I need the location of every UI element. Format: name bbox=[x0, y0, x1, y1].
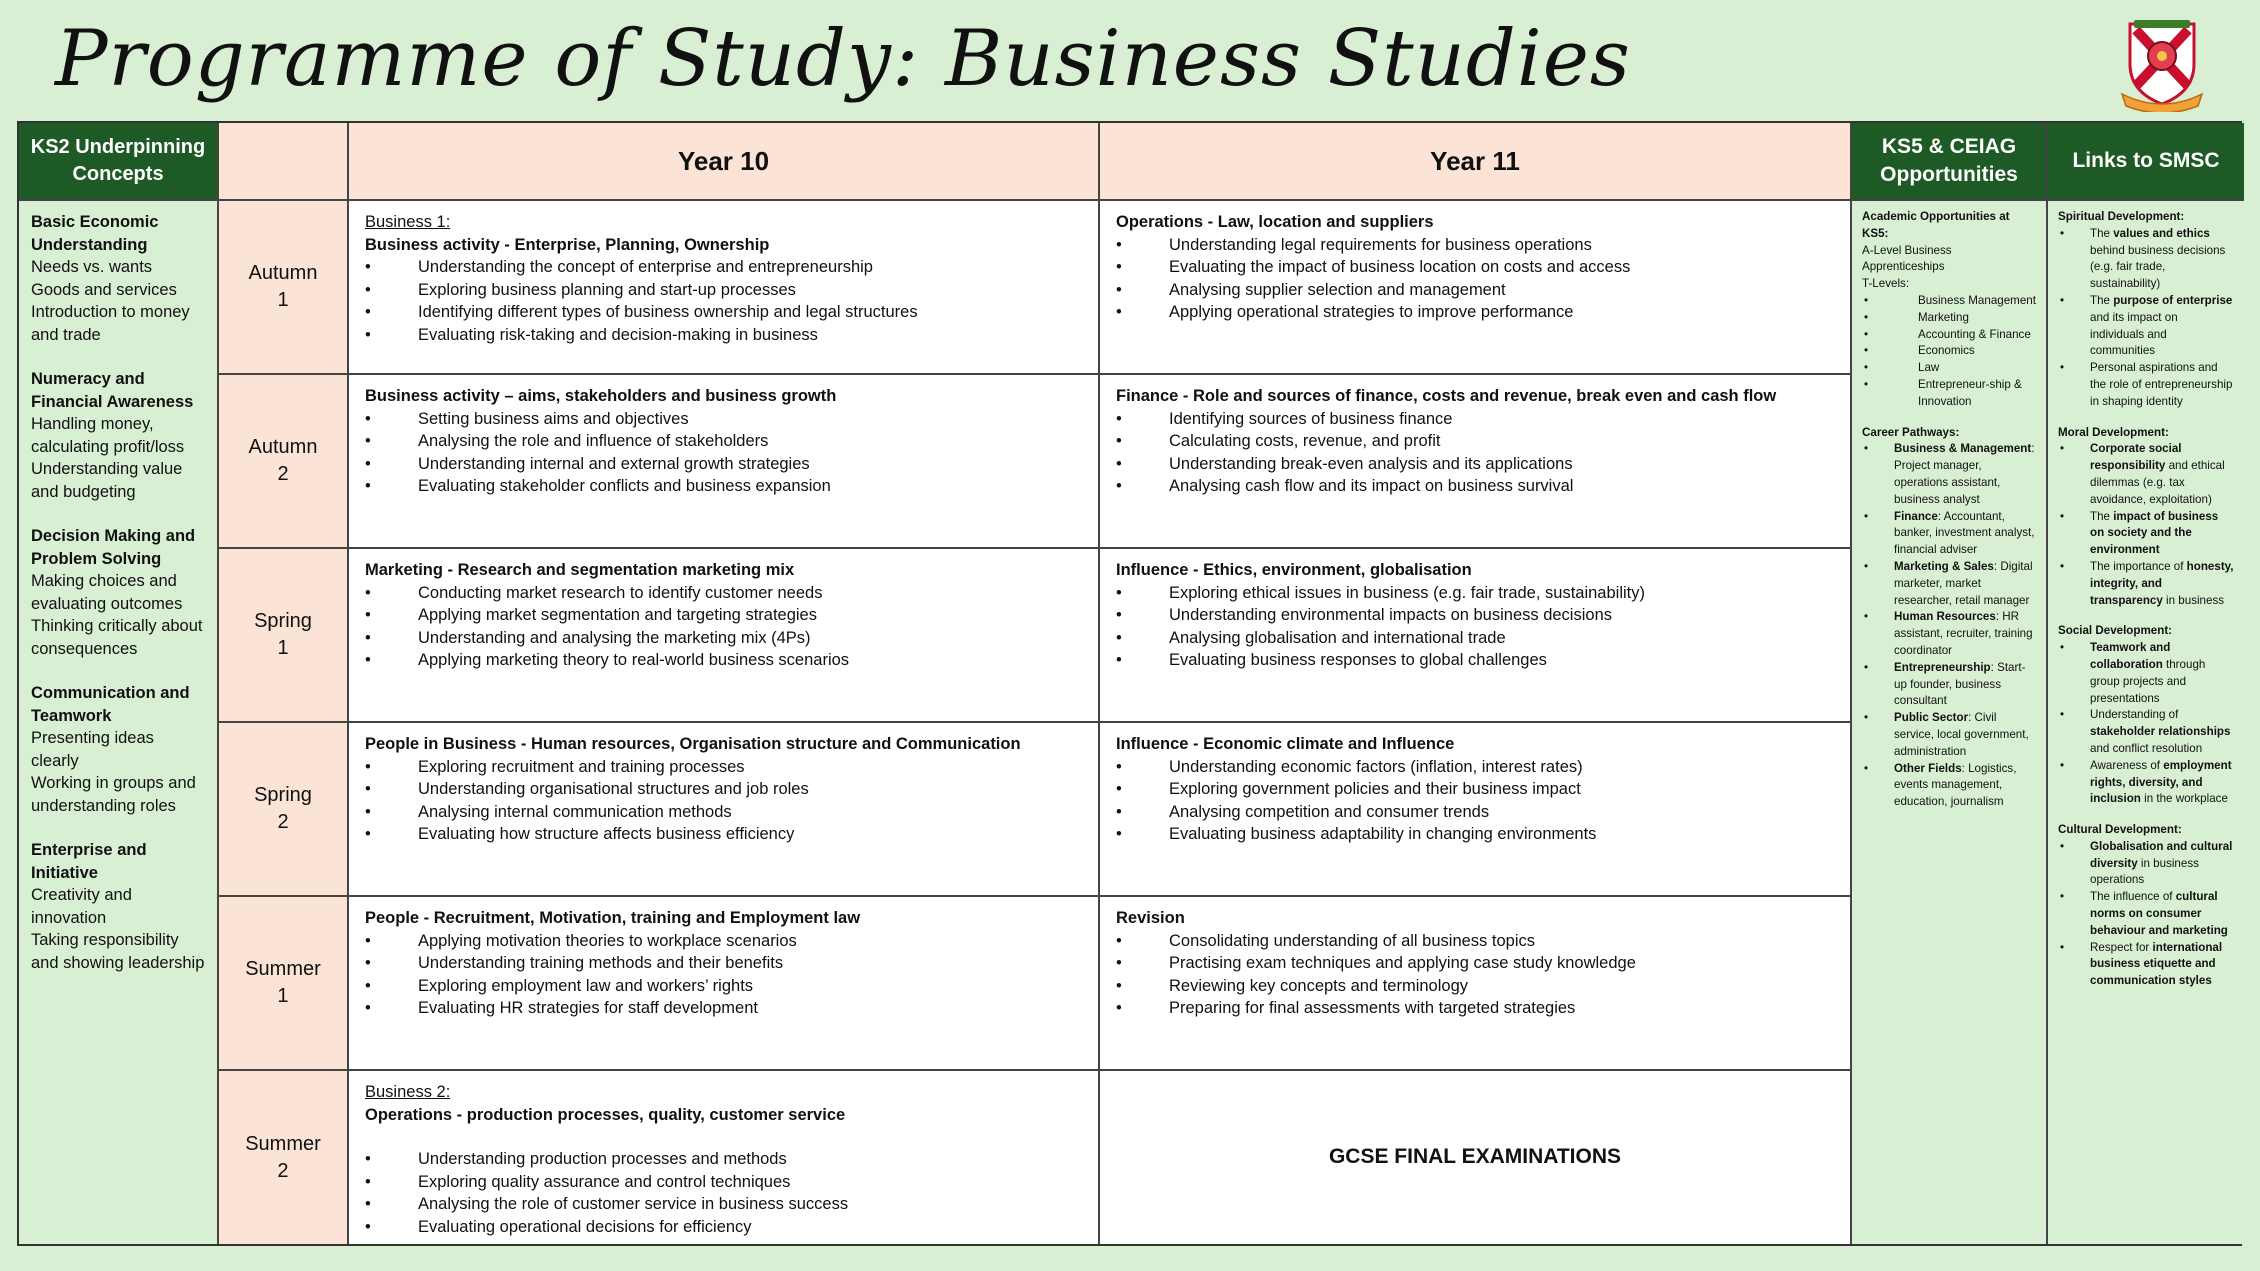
career-item: • Other Fields: Logistics, events management, education, journalism bbox=[1862, 761, 2036, 811]
ks2-line: Taking responsibility and showing leadership bbox=[31, 931, 205, 972]
topic-bullet: • Identifying different types of business ownership and legal structures bbox=[365, 301, 1082, 324]
topic-bullet: • Evaluating how structure affects business efficiency bbox=[365, 823, 1082, 846]
smsc-item: • Teamwork and collaboration through group projects and presentations bbox=[2058, 640, 2234, 707]
ks2-line: Creativity and innovation bbox=[31, 886, 132, 927]
term-name: Autumn bbox=[248, 436, 318, 458]
smsc-item: • The impact of business on society and the environment bbox=[2058, 509, 2234, 559]
ks2-group bbox=[31, 525, 205, 660]
topic-title: Influence - Economic climate and Influence bbox=[1116, 735, 1455, 753]
topic-bullet: • Reviewing key concepts and terminology bbox=[1116, 975, 1834, 998]
tlevel-item: • Economics bbox=[1862, 343, 2036, 360]
topic-bullet: • Evaluating risk-taking and decision-making in business bbox=[365, 324, 1082, 347]
term-number: 2 bbox=[277, 463, 289, 485]
header-ks5: KS5 & CEIAG Opportunities bbox=[1852, 123, 2048, 201]
tlevel-item: • Entrepreneur-ship & Innovation bbox=[1862, 377, 2036, 411]
ks5-line: A-Level Business bbox=[1862, 243, 1952, 257]
ks2-group-title: Communication and Teamwork bbox=[31, 684, 190, 725]
header-smsc: Links to SMSC bbox=[2048, 123, 2244, 201]
ks5-ceiag bbox=[1852, 201, 2048, 1244]
header-year10: Year 10 bbox=[349, 123, 1100, 201]
term-name: Spring bbox=[254, 610, 312, 632]
topic-bullet: • Understanding economic factors (inflation, interest rates) bbox=[1116, 756, 1834, 779]
career-item: • Finance: Accountant, banker, investment analyst, financial adviser bbox=[1862, 509, 2036, 559]
y11-summer-1 bbox=[1100, 897, 1852, 1071]
tlevel-item: • Marketing bbox=[1862, 310, 2036, 327]
y11-spring-2 bbox=[1100, 723, 1852, 897]
ks5-academic bbox=[1862, 209, 2036, 411]
topic-bullet: • Understanding legal requirements for business operations bbox=[1116, 234, 1834, 257]
ks5-line: T-Levels: bbox=[1862, 277, 1910, 291]
topic-bullet: • Exploring quality assurance and control techniques bbox=[365, 1171, 1082, 1194]
term-name: Spring bbox=[254, 784, 312, 806]
topic-bullet: • Understanding break-even analysis and its applications bbox=[1116, 453, 1834, 476]
topic-bullet: • Evaluating business responses to global challenges bbox=[1116, 649, 1834, 672]
ks5-careers bbox=[1862, 425, 2036, 811]
topic-bullet: • Applying operational strategies to improve performance bbox=[1116, 301, 1834, 324]
term-number: 2 bbox=[277, 811, 289, 833]
term-number: 1 bbox=[277, 637, 289, 659]
header-term-blank bbox=[219, 123, 349, 201]
smsc-item: • Corporate social responsibility and ethical dilemmas (e.g. tax avoidance, exploitation) bbox=[2058, 441, 2234, 508]
term-number: 2 bbox=[277, 1159, 289, 1182]
smsc-section bbox=[2058, 822, 2234, 990]
topic-bullet: • Analysing the role of customer service in business success bbox=[365, 1193, 1082, 1216]
topic-bullet: • Practising exam techniques and applying case study knowledge bbox=[1116, 952, 1834, 975]
ks2-line: Goods and services bbox=[31, 280, 177, 299]
smsc-links bbox=[2048, 201, 2244, 1244]
topic-bullet: • Conducting market research to identify customer needs bbox=[365, 582, 1082, 605]
tlevel-item: • Accounting & Finance bbox=[1862, 327, 2036, 344]
smsc-item: • Awareness of employment rights, diversity, and inclusion in the workplace bbox=[2058, 758, 2234, 808]
topic-bullet: • Identifying sources of business finance bbox=[1116, 408, 1834, 431]
career-item: • Public Sector: Civil service, local government, administration bbox=[1862, 710, 2036, 760]
unit-label: Business 1: bbox=[365, 213, 451, 231]
topic-title: Operations - Law, location and suppliers bbox=[1116, 213, 1434, 231]
y10-summer-2 bbox=[349, 1071, 1100, 1244]
ks2-line: Needs vs. wants bbox=[31, 258, 153, 276]
topic-bullet: • Analysing competition and consumer trends bbox=[1116, 801, 1834, 824]
ks2-group bbox=[31, 211, 205, 346]
ks2-group-title: Enterprise and Initiative bbox=[31, 841, 147, 882]
y10-summer-1 bbox=[349, 897, 1100, 1071]
topic-title: Revision bbox=[1116, 909, 1185, 927]
smsc-item: • The purpose of enterprise and its impact on individuals and communities bbox=[2058, 293, 2234, 360]
gcse-exams-label: GCSE FINAL EXAMINATIONS bbox=[1328, 1145, 1622, 1169]
ks2-group bbox=[31, 682, 205, 817]
topic-bullet: • Setting business aims and objectives bbox=[365, 408, 1082, 431]
y10-autumn-2 bbox=[349, 375, 1100, 549]
topic-title: Marketing - Research and segmentation marketing mix bbox=[365, 561, 795, 579]
smsc-item: • The influence of cultural norms on consumer behaviour and marketing bbox=[2058, 889, 2234, 939]
smsc-item: • Respect for international business etiquette and communication styles bbox=[2058, 940, 2234, 990]
topic-bullet: • Applying motivation theories to workplace scenarios bbox=[365, 930, 1082, 953]
topic-title: People in Business - Human resources, Organisation structure and Communication bbox=[365, 735, 1021, 753]
term-number: 1 bbox=[277, 289, 289, 311]
career-item: • Entrepreneurship: Start-up founder, business consultant bbox=[1862, 660, 2036, 710]
y11-autumn-2 bbox=[1100, 375, 1852, 549]
topic-bullet: • Evaluating stakeholder conflicts and business expansion bbox=[365, 475, 1082, 498]
term-name: Autumn bbox=[248, 262, 318, 284]
ks5-line: Apprenticeships bbox=[1862, 260, 1945, 274]
y10-autumn-1 bbox=[349, 201, 1100, 375]
ks2-line: Making choices and evaluating outcomes bbox=[31, 572, 183, 613]
school-crest-icon bbox=[2120, 16, 2204, 112]
topic-bullet: • Exploring ethical issues in business (e.g. fair trade, sustainability) bbox=[1116, 582, 1834, 605]
header-ks2: KS2 Underpinning Concepts bbox=[19, 123, 219, 201]
ks2-line: Thinking critically about consequences bbox=[31, 617, 203, 658]
ks2-group bbox=[31, 839, 205, 974]
topic-bullet: • Understanding internal and external growth strategies bbox=[365, 453, 1082, 476]
section-title: Cultural Development: bbox=[2058, 823, 2182, 837]
topic-bullet: • Understanding organisational structures and job roles bbox=[365, 778, 1082, 801]
topic-title: Business activity - Enterprise, Planning, Ownership bbox=[365, 235, 770, 254]
ks2-line: Presenting ideas clearly bbox=[31, 729, 154, 770]
y11-summer-2 bbox=[1100, 1071, 1852, 1244]
y10-spring-1 bbox=[349, 549, 1100, 723]
ks2-line: Working in groups and understanding roles bbox=[31, 774, 196, 815]
unit-label: Business 2: bbox=[365, 1083, 451, 1101]
career-item: • Human Resources: HR assistant, recruiter, training coordinator bbox=[1862, 609, 2036, 659]
ks2-group-title: Basic Economic Understanding bbox=[31, 213, 159, 254]
topic-bullet: • Applying marketing theory to real-world business scenarios bbox=[365, 649, 1082, 672]
topic-bullet: • Evaluating business adaptability in changing environments bbox=[1116, 823, 1834, 846]
term-autumn-1 bbox=[219, 201, 349, 375]
ks2-concepts bbox=[19, 201, 219, 1244]
smsc-item: • The importance of honesty, integrity, and transparency in business bbox=[2058, 559, 2234, 609]
topic-bullet: • Understanding and analysing the marketing mix (4Ps) bbox=[365, 627, 1082, 650]
section-title: Social Development: bbox=[2058, 624, 2173, 638]
y11-spring-1 bbox=[1100, 549, 1852, 723]
ks2-line: Handling money, calculating profit/loss bbox=[31, 415, 185, 456]
topic-bullet: • Analysing globalisation and international trade bbox=[1116, 627, 1834, 650]
topic-bullet: • Evaluating the impact of business location on costs and access bbox=[1116, 256, 1834, 279]
ks2-line: Introduction to money and trade bbox=[31, 303, 190, 344]
topic-bullet: • Analysing the role and influence of stakeholders bbox=[365, 430, 1082, 453]
smsc-item: • Personal aspirations and the role of entrepreneurship in shaping identity bbox=[2058, 360, 2234, 410]
topic-bullet: • Understanding production processes and methods bbox=[365, 1148, 1082, 1171]
term-autumn-2 bbox=[219, 375, 349, 549]
ks2-group bbox=[31, 368, 205, 503]
term-summer-2 bbox=[219, 1071, 349, 1244]
topic-bullet: • Evaluating HR strategies for staff development bbox=[365, 997, 1082, 1020]
term-name: Summer bbox=[245, 958, 321, 980]
tlevel-item: • Law bbox=[1862, 360, 2036, 377]
term-spring-1 bbox=[219, 549, 349, 723]
topic-bullet: • Understanding the concept of enterprise and entrepreneurship bbox=[365, 256, 1082, 279]
topic-title: Business activity – aims, stakeholders and business growth bbox=[365, 387, 837, 405]
term-name: Summer bbox=[245, 1132, 321, 1155]
smsc-item: • The values and ethics behind business decisions (e.g. fair trade, sustainability) bbox=[2058, 226, 2234, 293]
topic-bullet: • Exploring government policies and their business impact bbox=[1116, 778, 1834, 801]
section-title: Moral Development: bbox=[2058, 425, 2169, 439]
career-item: • Marketing & Sales: Digital marketer, market researcher, retail manager bbox=[1862, 559, 2036, 609]
programme-table bbox=[17, 121, 2242, 1246]
topic-title: People - Recruitment, Motivation, training and Employment law bbox=[365, 909, 861, 927]
term-summer-1 bbox=[219, 897, 349, 1071]
page-title: Programme of Study: Business Studies bbox=[55, 14, 1631, 104]
y10-spring-2 bbox=[349, 723, 1100, 897]
topic-bullet: • Analysing supplier selection and management bbox=[1116, 279, 1834, 302]
header-year11: Year 11 bbox=[1100, 123, 1852, 201]
smsc-section bbox=[2058, 425, 2234, 610]
smsc-section bbox=[2058, 623, 2234, 808]
topic-bullet: • Analysing cash flow and its impact on business survival bbox=[1116, 475, 1834, 498]
section-title: Spiritual Development: bbox=[2058, 210, 2185, 223]
section-title: Academic Opportunities at KS5: bbox=[1862, 210, 2010, 240]
topic-bullet: • Understanding training methods and their benefits bbox=[365, 952, 1082, 975]
career-item: • Business & Management: Project manager, operations assistant, business analyst bbox=[1862, 441, 2036, 508]
term-number: 1 bbox=[277, 985, 289, 1007]
ks2-group-title: Numeracy and Financial Awareness bbox=[31, 370, 194, 411]
y11-autumn-1 bbox=[1100, 201, 1852, 375]
section-title: Career Pathways: bbox=[1862, 425, 1960, 439]
topic-bullet: • Applying market segmentation and targeting strategies bbox=[365, 604, 1082, 627]
topic-bullet: • Calculating costs, revenue, and profit bbox=[1116, 430, 1834, 453]
topic-bullet: • Understanding environmental impacts on business decisions bbox=[1116, 604, 1834, 627]
topic-bullet: • Consolidating understanding of all business topics bbox=[1116, 930, 1834, 953]
topic-bullet: • Exploring business planning and start-up processes bbox=[365, 279, 1082, 302]
topic-bullet: • Exploring recruitment and training processes bbox=[365, 756, 1082, 779]
smsc-section bbox=[2058, 209, 2234, 411]
topic-bullet: • Preparing for final assessments with targeted strategies bbox=[1116, 997, 1834, 1020]
topic-bullet: • Exploring employment law and workers’ rights bbox=[365, 975, 1082, 998]
tlevel-item: • Business Management bbox=[1862, 293, 2036, 310]
topic-title: Operations - production processes, quality, customer service bbox=[365, 1105, 846, 1124]
topic-title: Influence - Ethics, environment, globalisation bbox=[1116, 561, 1472, 579]
term-spring-2 bbox=[219, 723, 349, 897]
ks2-line: Understanding value and budgeting bbox=[31, 460, 183, 501]
topic-bullet: • Evaluating operational decisions for efficiency bbox=[365, 1216, 1082, 1239]
topic-title: Finance - Role and sources of finance, costs and revenue, break even and cash flow bbox=[1116, 387, 1777, 405]
ks2-group-title: Decision Making and Problem Solving bbox=[31, 527, 196, 568]
smsc-item: • Globalisation and cultural diversity in business operations bbox=[2058, 839, 2234, 889]
smsc-item: • Understanding of stakeholder relationships and conflict resolution bbox=[2058, 707, 2234, 757]
topic-bullet: • Analysing internal communication methods bbox=[365, 801, 1082, 824]
